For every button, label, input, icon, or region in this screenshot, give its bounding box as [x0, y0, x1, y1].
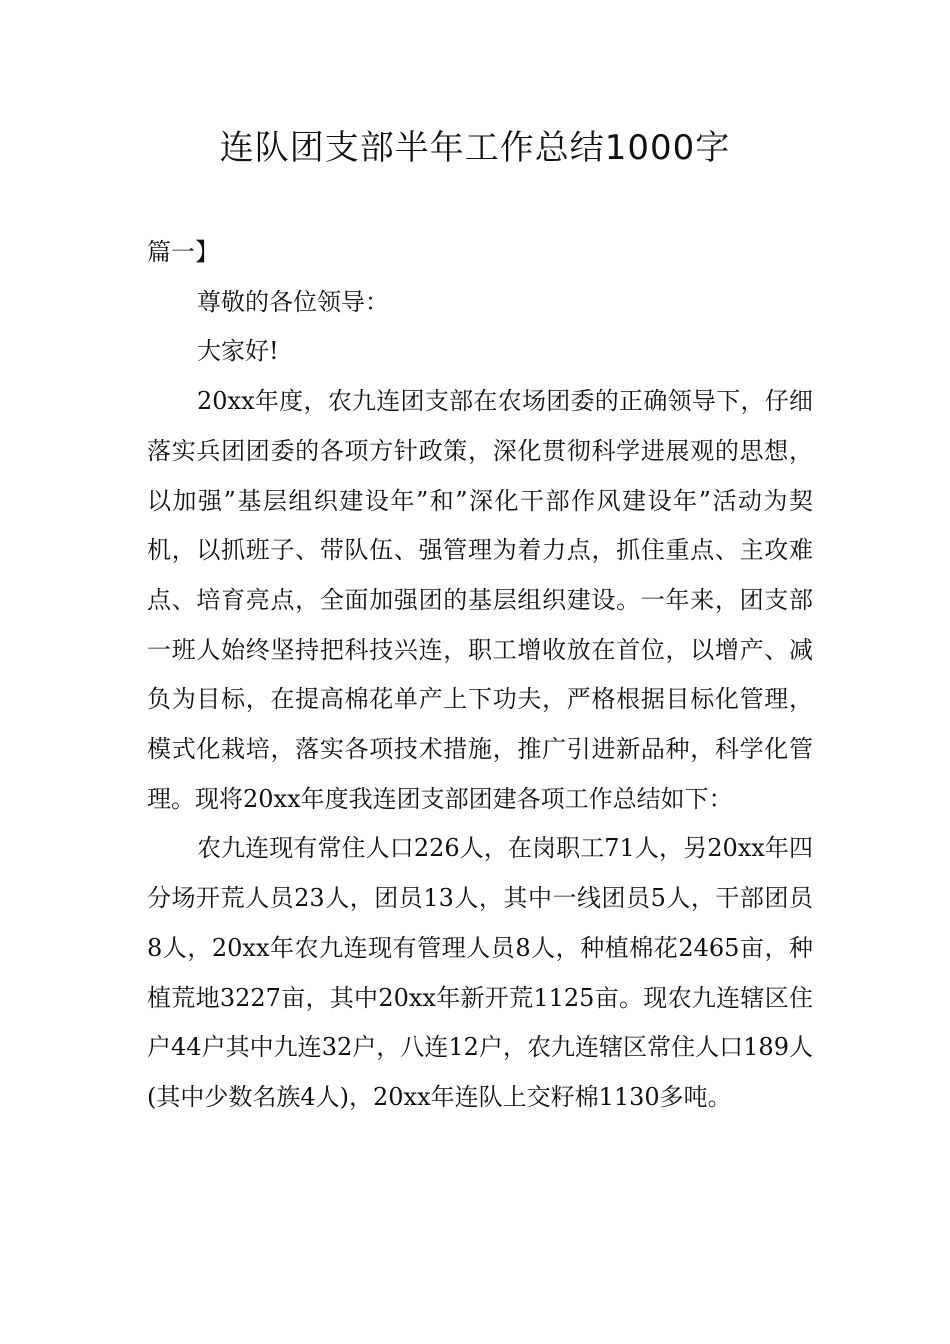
section-heading: 篇一】 [147, 238, 219, 266]
document-body [147, 228, 813, 1123]
body-paragraph-2: 农九连现有常住人口226人，在岗职工71人，另20xx年四分场开荒人员23人，团员13人，其中一线团员5人，干部团员8人，20xx年农九连现有管理人员8人，种植棉花2465亩，种植荒地3227亩，其中20xx年新开荒1125亩。现农九连辖区住户44户其中九连32户，八连12户，农九连辖区常住人口189人(其中少数名族4人)，20xx年连队上交籽棉1130多吨。 [147, 834, 813, 1111]
body-paragraph-1: 20xx年度，农九连团支部在农场团委的正确领导下，仔细落实兵团团委的各项方针政策，深化贯彻科学进展观的思想，以加强”基层组织建设年”和”深化干部作风建设年”活动为契机，以抓班子、带队伍、强管理为着力点，抓住重点、主攻难点、培育亮点，全面加强团的基层组织建设。一年来，团支部一班人始终坚持把科技兴连，职工增收放在首位，以增产、减负为目标，在提高棉花单产上下功夫，严格根据目标化管理，模式化栽培，落实各项技术措施，推广引进新品种，科学化管理。现将20xx年度我连团支部团建各项工作总结如下： [147, 387, 813, 813]
salutation-line: 大家好! [197, 337, 279, 366]
greeting-line: 尊敬的各位领导： [197, 287, 389, 316]
document-title: 连队团支部半年工作总结1000字 [219, 128, 731, 168]
